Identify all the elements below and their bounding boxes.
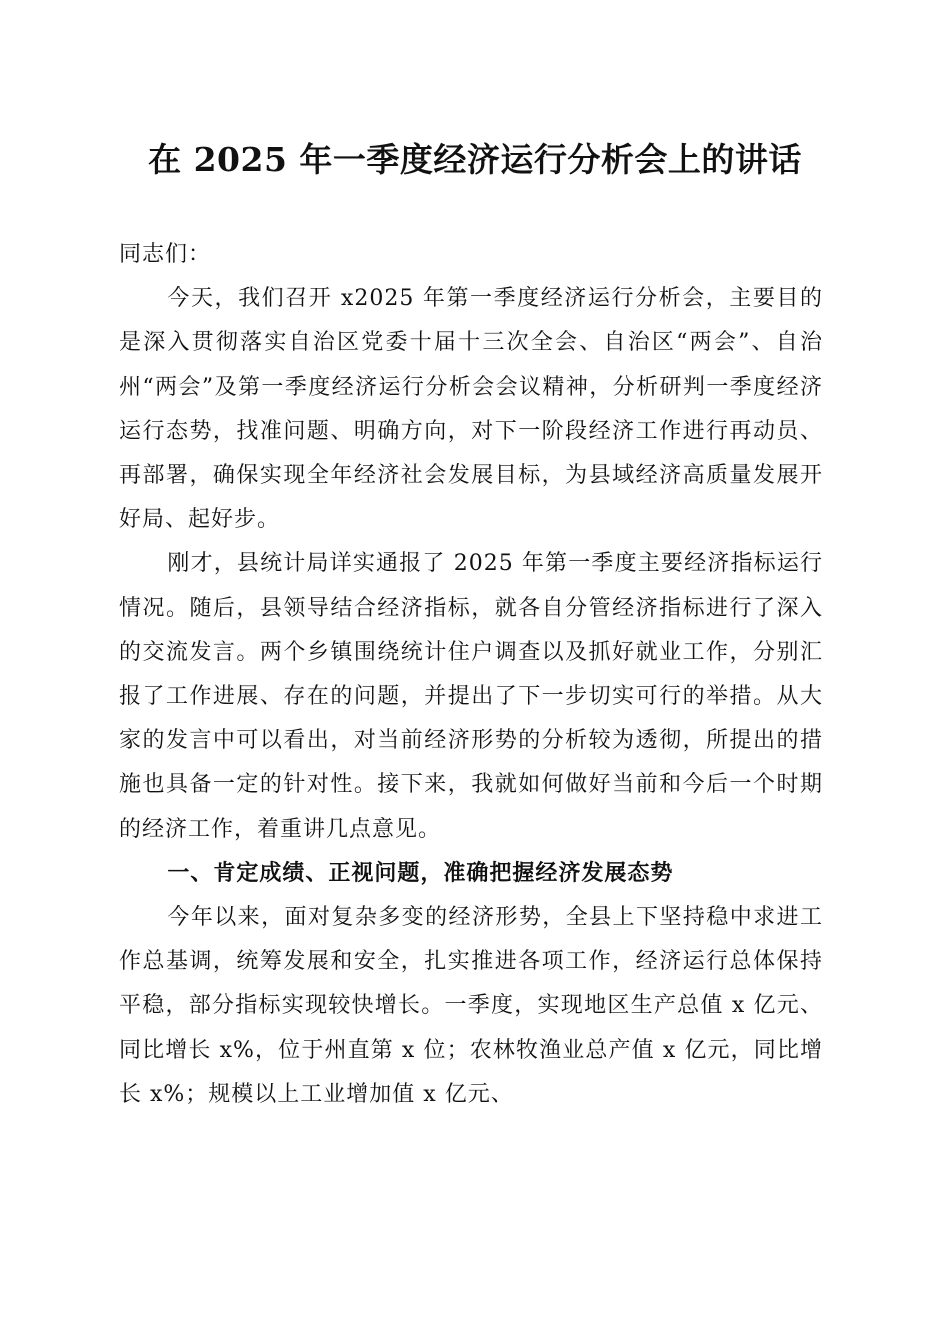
paragraph-intro: 今天，我们召开 x2025 年第一季度经济运行分析会，主要目的是深入贯彻落实自治区党委十届十三次全会、自治区“两会”、自治州“两会”及第一季度经济运行分析会会议精神，分析研判一季度经济运行态势，找准问题、明确方向，对下一阶段经济工作进行再动员、再部署，确保实现全年经济社会发展目标，为县域经济高质量发展开好局、起好步。: [119, 286, 823, 533]
document-title: 在 2025 年一季度经济运行分析会上的讲话: [148, 140, 802, 179]
paragraph-section-one: 今年以来，面对复杂多变的经济形势，全县上下坚持稳中求进工作总基调，统筹发展和安全，扎实推进各项工作，经济运行总体保持平稳，部分指标实现较快增长。一季度，实现地区生产总值 x 亿元、同比增长 x%，位于州直第 x 位；农林牧渔业总产值 x 亿元，同比增长 x%；规模以上工业增加值 x 亿元、: [119, 905, 823, 1107]
document-body: [119, 233, 823, 1117]
section-heading: 一、肯定成绩、正视问题，准确把握经济发展态势: [167, 860, 674, 886]
salutation: 同志们：: [119, 242, 212, 267]
paragraph-review: 刚才，县统计局详实通报了 2025 年第一季度主要经济指标运行情况。随后，县领导结合经济指标，就各自分管经济指标进行了深入的交流发言。两个乡镇围绕统计住户调查以及抓好就业工作，分别汇报了工作进展、存在的问题，并提出了下一步切实可行的举措。从大家的发言中可以看出，对当前经济形势的分析较为透彻，所提出的措施也具备一定的针对性。接下来，我就如何做好当前和今后一个时期的经济工作，着重讲几点意见。: [119, 551, 823, 842]
